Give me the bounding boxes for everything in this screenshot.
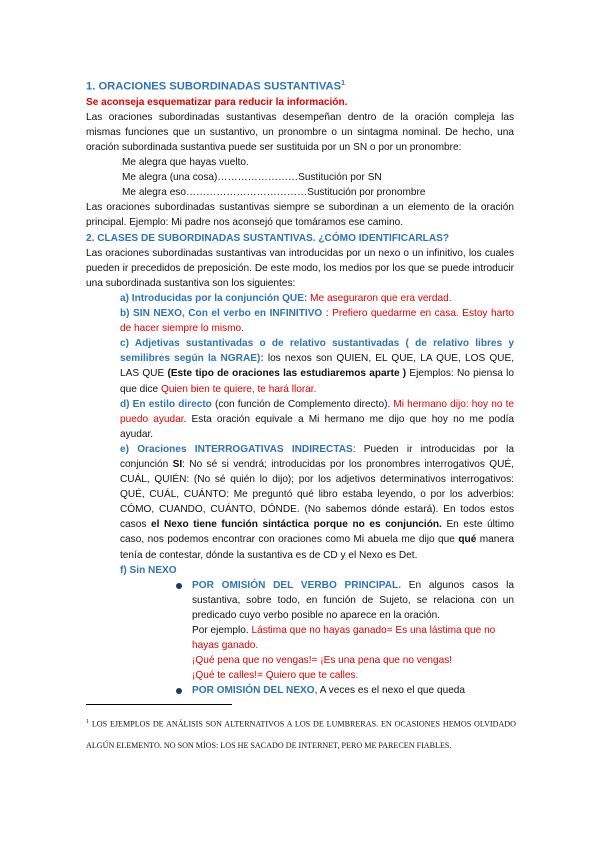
- class-item-d-example: Mi hermano dijo: hoy no te puedo ayudar: [120, 398, 514, 425]
- bullet-1-text: En algunos casos la sustantiva, sobre todo, en función de Sujeto, se relaciona con un predicado cuyo verbo posible no aparece en la oración.: [192, 579, 514, 621]
- classes-intro-paragraph: Las oraciones subordinadas sustantivas van introducidas por un nexo o un infinitivo, los cuales pueden ir precedidos de preposición. De este modo, los medios por los que se puede introducir una subordinada sustantiva son los siguientes:: [86, 247, 514, 289]
- class-item-a: [86, 291, 514, 306]
- bullet-dot-icon: [176, 583, 182, 589]
- bullet-2-text: , A veces es el nexo el que queda: [314, 685, 466, 697]
- class-item-e-label: e) Oraciones INTERROGATIVAS INDIRECTAS: [120, 443, 353, 455]
- class-item-c-text: los nexos son QUIEN, EL QUE, LA QUE, LOS QUE, LAS QUE: [120, 353, 514, 380]
- example-line: Me alegra (una cosa)……………………Sustitución por SN: [122, 172, 382, 184]
- class-item-d-text2: . Esta oración equivale a Mi hermano me dijo que hoy no me podía ayudar.: [120, 413, 515, 440]
- bullet-1-example: Lástima que no hayas ganado= Es una lástima que no hayas ganado.: [192, 625, 496, 652]
- document-body: [86, 76, 514, 698]
- class-item-b-sep: :: [322, 308, 333, 320]
- class-item-e-si: SI: [172, 458, 183, 470]
- class-item-a-example: Me aseguraron que era verdad.: [307, 292, 452, 304]
- class-item-e-text2: : No sé si vendrá; introducidas por los pronombres interrogativos QUÉ, CUÁL, QUIÉN: (No sé quién lo dijo); por los adjetivos determinativos interrogativos: QUÉ, CUÁL, CUÁNTO: Me preguntó qué libro estaba leyendo, o por los adverbios: CÓMO, CUANDO, CUÁNTO, DÓNDE. (No sabemos dónde estará). En todos estos casos: [120, 458, 514, 531]
- example-line: Me alegra eso………………………………Sustitución por pronombre: [122, 187, 426, 199]
- footnote-ref[interactable]: 1: [341, 80, 345, 87]
- bullet-item-2: [86, 683, 514, 698]
- footnote-text: LOS EJEMPLOS DE ANÁLISIS SON ALTERNATIVOS A LOS DE LUMBRERAS. EN OCASIONES HEMOS OLVIDADO ALGÚN ELEMENTO. NO SON MÍOS: LOS HE SACADO DE INTERNET, PERO ME PARECEN FIABLES.: [86, 719, 516, 751]
- bullet-1-title: POR OMISIÓN DEL VERBO PRINCIPAL.: [192, 579, 402, 591]
- class-item-e-text4: manera tenía de contestar, dónde la sustantiva es de CD y el Nexo es Det.: [120, 534, 514, 561]
- bullet-1-example-lead: Por ejemplo.: [192, 625, 252, 637]
- class-item-c-note: (Este tipo de oraciones las estudiaremos aparte ): [167, 368, 407, 380]
- bullet-2-title: POR OMISIÓN DEL NEXO: [192, 685, 315, 697]
- bullet-1-example: ¡Qué te calles!= Quiero que te calles.: [192, 670, 359, 682]
- class-item-c-label: c) Adjetivas sustantivadas o de relativo sustantivadas ( de relativo libres y semilibres según la NGRAE):: [120, 338, 514, 365]
- class-item-d-text: (con función de Complemento directo).: [211, 398, 394, 410]
- class-item-f-label: f) Sin NEXO: [120, 564, 177, 576]
- footnote-separator: [86, 704, 232, 705]
- section-heading-2: 2. CLASES DE SUBORDINADAS SUSTANTIVAS. ¿CÓMO IDENTIFICARLAS?: [86, 232, 450, 244]
- class-item-b-label: b) SIN NEXO, Con el verbo en INFINITIVO: [120, 308, 323, 320]
- advice-note: Se aconseja esquematizar para reducir la información.: [86, 96, 348, 108]
- section-heading-1: [86, 76, 514, 95]
- class-item-b: [86, 306, 514, 336]
- class-item-f: [86, 563, 514, 578]
- class-item-a-label: a) Introducidas por la conjunción QUE:: [120, 292, 308, 304]
- subordinate-paragraph: Las oraciones subordinadas sustantivas siempre se subordinan a un elemento de la oración principal. Ejemplo: Mi padre nos aconsejó que tomáramos ese camino.: [86, 202, 514, 229]
- class-item-c: [86, 336, 514, 396]
- footnote-mark: 1: [86, 719, 89, 725]
- class-item-e-que: qué: [458, 534, 477, 546]
- class-item-c-example: Quien bien te quiere, te hará llorar.: [160, 383, 317, 395]
- class-item-e-text3: En este último caso, nos podemos encontrar con oraciones como Mi abuela me dijo que: [120, 519, 514, 546]
- bullet-dot-icon: [176, 688, 182, 694]
- class-item-e-text: : Pueden ir introducidas por la conjunción: [120, 443, 514, 470]
- intro-paragraph: Las oraciones subordinadas sustantivas desempeñan dentro de la oración compleja las mismas funciones que un sustantivo, un pronombre o un sintagma nominal. De hecho, una oración subordinada sustantiva puede ser sustituida por un SN o por un pronombre:: [86, 111, 514, 154]
- example-line: Me alegra que hayas vuelto.: [122, 157, 249, 169]
- bullet-item-1: [86, 578, 514, 623]
- class-item-e-bold: el Nexo tiene función sintáctica porque no es conjunción.: [150, 519, 442, 531]
- class-item-d: [86, 397, 514, 442]
- class-item-e: [86, 442, 514, 563]
- section-heading-1-text: 1. ORACIONES SUBORDINADAS SUSTANTIVAS: [86, 80, 342, 93]
- footnote: [86, 712, 516, 757]
- class-item-c-text2: Ejemplos: No piensa lo que dice: [120, 368, 514, 395]
- class-item-d-label: d) En estilo directo: [120, 398, 212, 410]
- bullet-1-example: ¡Qué pena que no vengas!= ¡Es una pena que no vengas!: [192, 655, 453, 667]
- bullet-1-examples: [86, 623, 514, 653]
- class-item-b-example: Prefiero quedarme en casa. Estoy harto de hacer siempre lo mismo.: [120, 308, 514, 335]
